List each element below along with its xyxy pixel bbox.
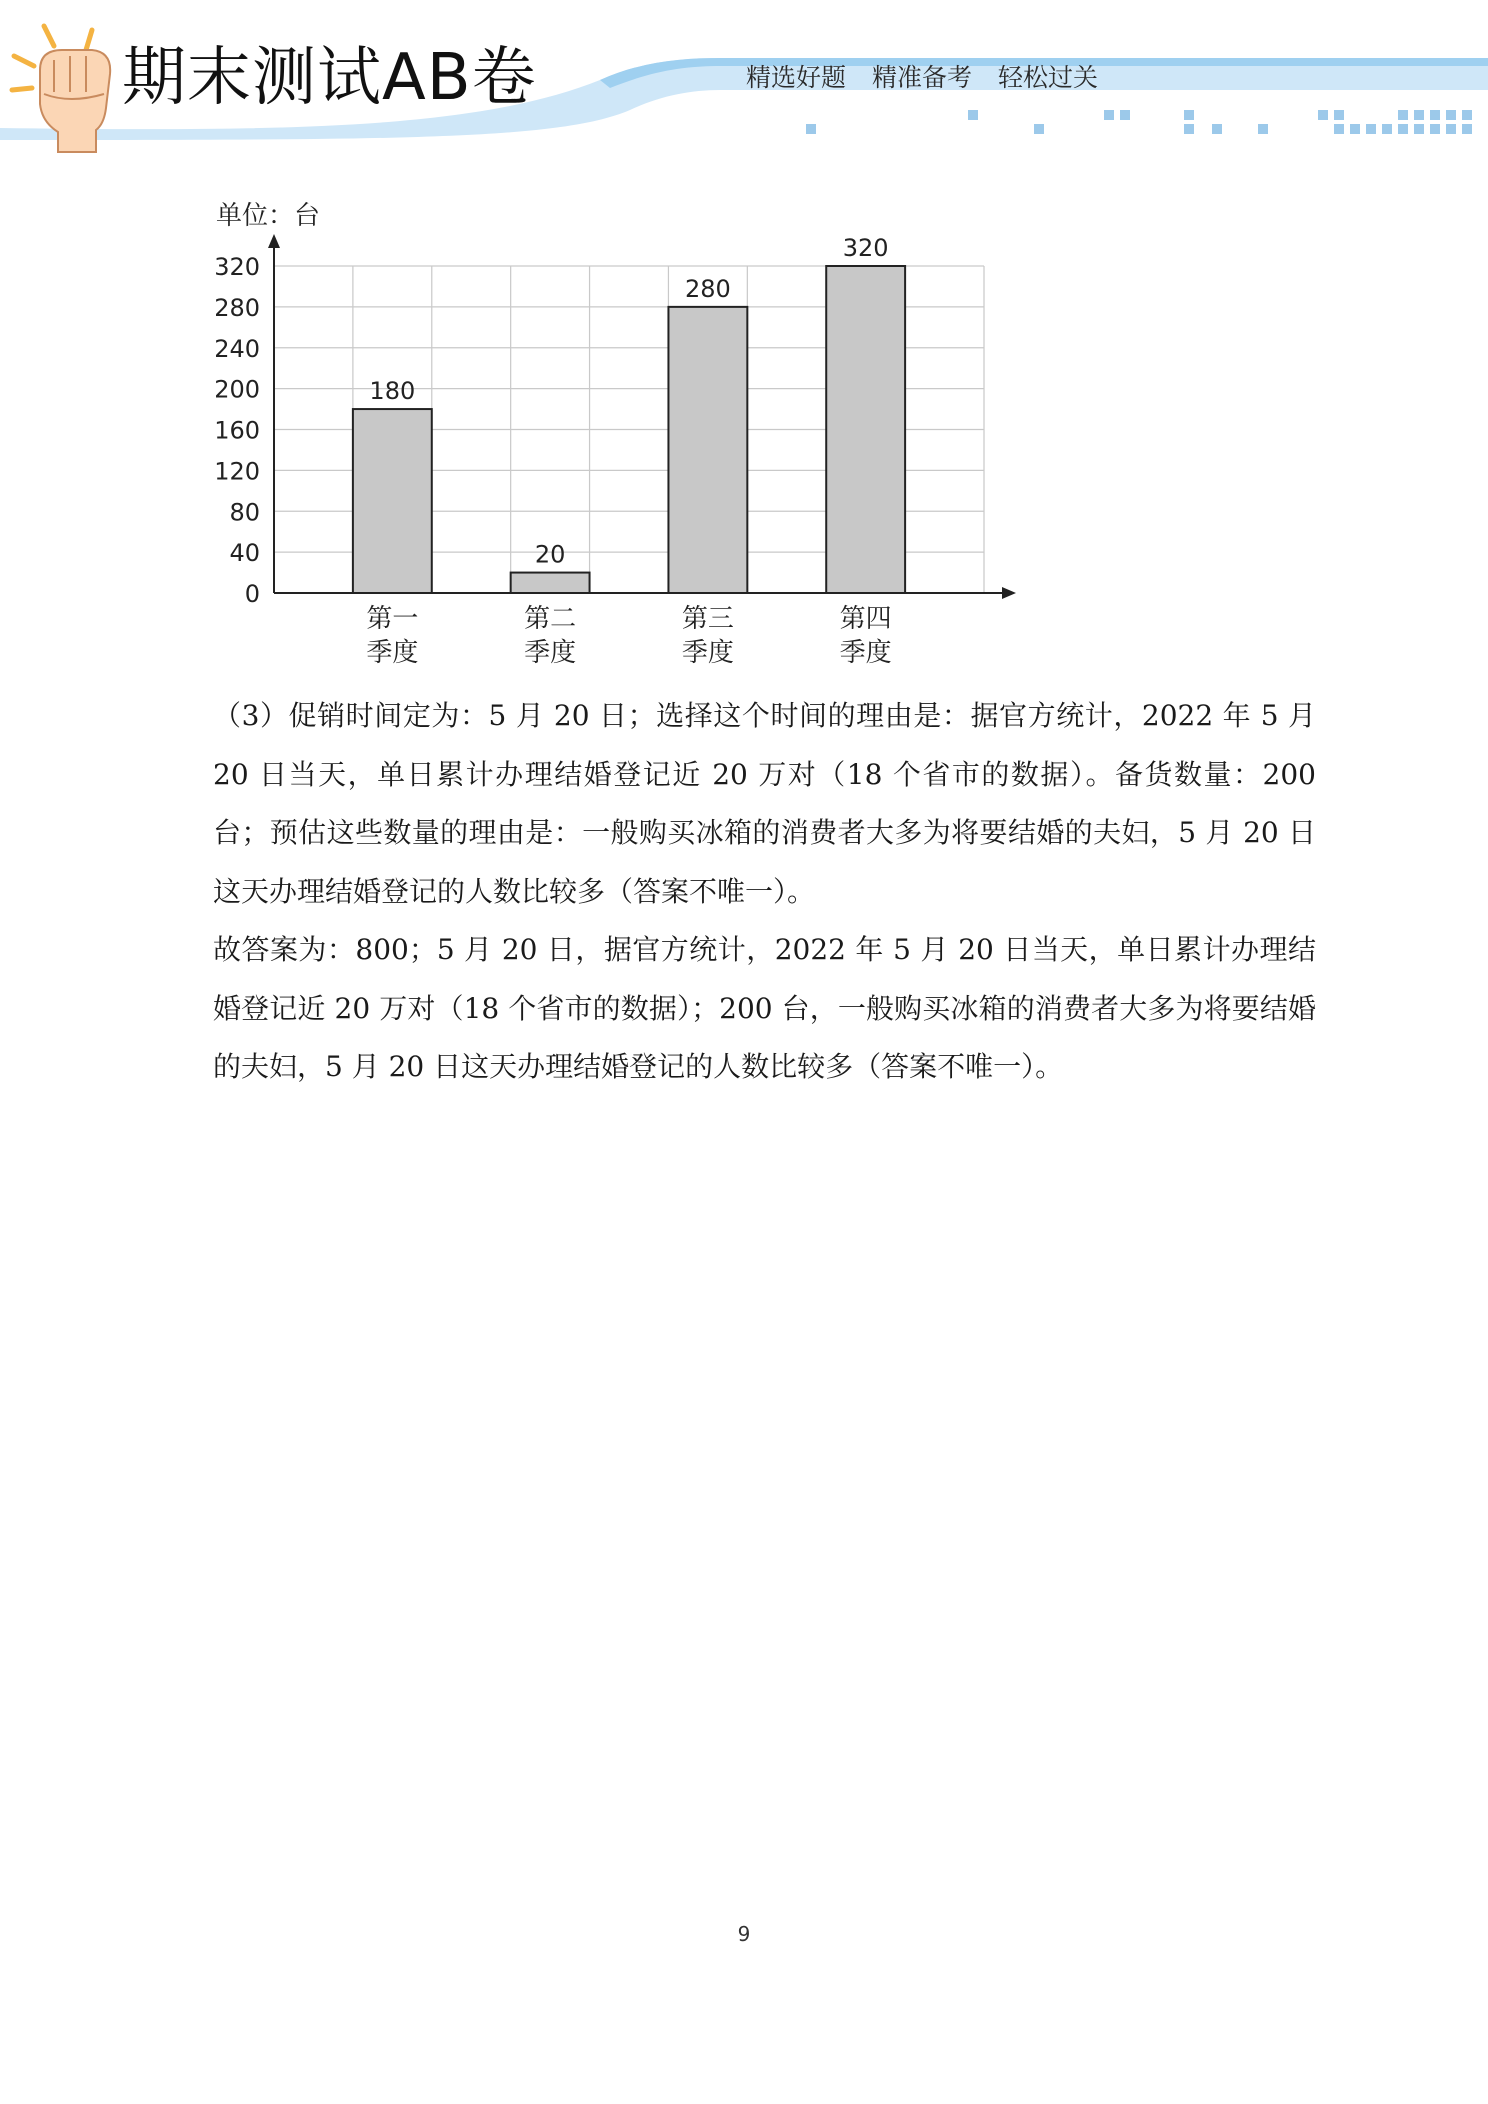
x-category-label: 第二 <box>524 604 577 634</box>
header-slogan-2: 精准备考 <box>872 63 973 92</box>
header-slogan-1: 精选好题 <box>746 63 847 92</box>
bar <box>353 409 432 593</box>
bar <box>511 573 590 593</box>
y-unit-label: 单位：台 <box>216 201 321 231</box>
y-tick-label: 240 <box>214 334 260 363</box>
bar-data-label: 20 <box>534 540 566 569</box>
x-category-label: 季度 <box>681 638 734 668</box>
y-tick-label: 320 <box>214 253 260 281</box>
y-tick-label: 40 <box>229 539 260 568</box>
y-tick-label: 280 <box>214 293 260 322</box>
bar <box>826 266 905 593</box>
answer-paragraph-1: （3）促销时间定为：5 月 20 日；选择这个时间的理由是：据官方统计，2022 年 5 月 20 日当天，单日累计办理结婚登记近 20 万对（18 个省市的数据）。备货数量：200 台；预估这些数量的理由是：一般购买冰箱的消费者大多为将要结婚的夫妇，5 月 20 日这天办理结婚登记的人数比较多（答案不唯一）。 <box>213 699 1316 908</box>
y-tick-label: 200 <box>214 375 260 404</box>
x-category-label: 第三 <box>681 604 734 634</box>
x-category-label: 季度 <box>366 638 419 668</box>
bar-chart-svg <box>190 190 1030 680</box>
x-category-label: 季度 <box>839 638 892 668</box>
x-category-label: 季度 <box>524 638 577 668</box>
y-tick-label: 0 <box>244 580 260 608</box>
y-axis-arrow <box>268 234 280 248</box>
y-tick-label: 80 <box>229 498 260 527</box>
bar-data-label: 180 <box>369 377 416 406</box>
bar-chart <box>190 190 1030 684</box>
x-category-label: 第四 <box>839 604 892 634</box>
bar-data-label: 320 <box>842 234 889 262</box>
page-number: 9 <box>737 1922 751 1946</box>
x-category-label: 第一 <box>366 604 419 634</box>
header-slogan-3: 轻松过关 <box>998 63 1099 92</box>
bar <box>668 307 747 593</box>
page-header <box>0 0 1488 160</box>
answer-paragraph-2: 故答案为：800；5 月 20 日，据官方统计，2022 年 5 月 20 日当天，单日累计办理结婚登记近 20 万对（18 个省市的数据）；200 台，一般购买冰箱的消费者大多为将要结婚的夫妇，5 月 20 日这天办理结婚登记的人数比较多（答案不唯一）。 <box>213 933 1316 1083</box>
y-tick-label: 120 <box>214 457 260 486</box>
header-title: 期末测试AB卷 <box>122 41 537 115</box>
bar-data-label: 280 <box>684 274 731 303</box>
y-tick-label: 160 <box>214 416 260 445</box>
x-axis-arrow <box>1002 587 1016 599</box>
